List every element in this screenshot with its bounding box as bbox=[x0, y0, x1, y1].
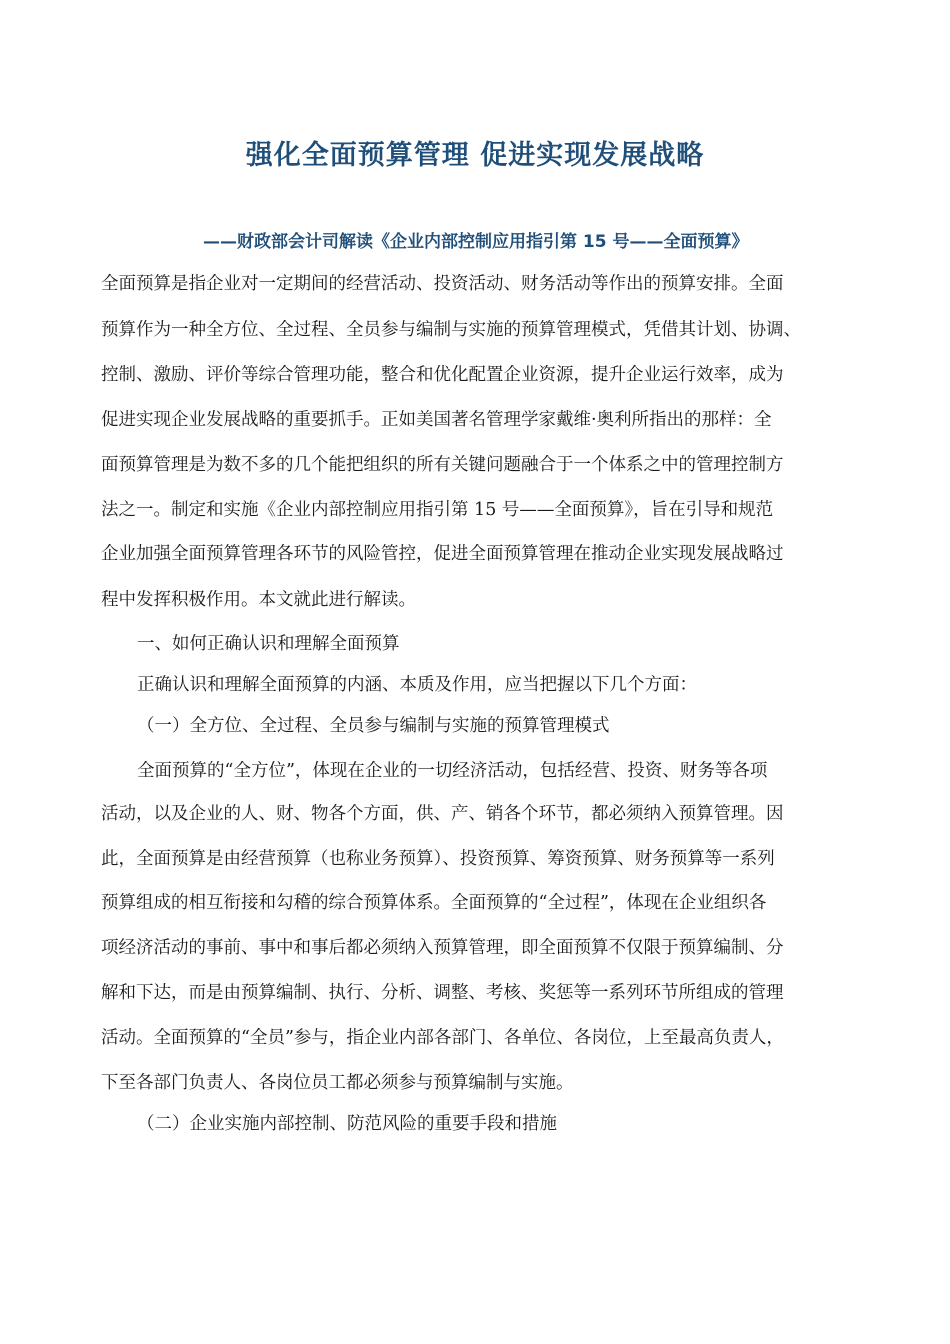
body-line: 全面预算的“全方位”，体现在企业的一切经济活动，包括经营、投资、财务等各项 bbox=[137, 761, 768, 781]
section-heading: 一、如何正确认识和理解全面预算 bbox=[137, 634, 400, 654]
body-line: 法之一。制定和实施《企业内部控制应用指引第 15 号——全面预算》，旨在引导和规范 bbox=[101, 500, 774, 520]
body-line: 预算组成的相互衔接和勾稽的综合预算体系。全面预算的“全过程”，体现在企业组织各 bbox=[101, 893, 767, 913]
body-line: 全面预算是指企业对一定期间的经营活动、投资活动、财务活动等作出的预算安排。全面 bbox=[101, 274, 784, 294]
body-line: 促进实现企业发展战略的重要抓手。正如美国著名管理学家戴维·奥利所指出的那样：全 bbox=[101, 410, 772, 430]
body-line: 解和下达，而是由预算编制、执行、分析、调整、考核、奖惩等一系列环节所组成的管理 bbox=[101, 983, 784, 1003]
body-line: 正确认识和理解全面预算的内涵、本质及作用，应当把握以下几个方面： bbox=[137, 675, 697, 695]
body-line: 预算作为一种全方位、全过程、全员参与编制与实施的预算管理模式，凭借其计划、协调、 bbox=[101, 320, 801, 340]
document-title: 强化全面预算管理 促进实现发展战略 bbox=[245, 140, 705, 171]
body-line: 项经济活动的事前、事中和事后都必须纳入预算管理，即全面预算不仅限于预算编制、分 bbox=[101, 938, 784, 958]
body-line: 下至各部门负责人、各岗位员工都必须参与预算编制与实施。 bbox=[101, 1073, 574, 1093]
body-line: 活动，以及企业的人、财、物各个方面，供、产、销各个环节，都必须纳入预算管理。因 bbox=[101, 804, 784, 824]
body-line: 控制、激励、评价等综合管理功能，整合和优化配置企业资源，提升企业运行效率，成为 bbox=[101, 365, 784, 385]
document-subtitle: ——财政部会计司解读《企业内部控制应用指引第 15 号——全面预算》 bbox=[203, 232, 749, 252]
body-line: 程中发挥积极作用。本文就此进行解读。 bbox=[101, 590, 416, 610]
body-line: 活动。全面预算的“全员”参与，指企业内部各部门、各单位、各岗位，上至最高负责人， bbox=[101, 1028, 784, 1048]
subsection-heading: （二）企业实施内部控制、防范风险的重要手段和措施 bbox=[137, 1114, 557, 1134]
body-line: 此，全面预算是由经营预算（也称业务预算）、投资预算、筹资预算、财务预算等一系列 bbox=[101, 849, 775, 869]
body-line: 面预算管理是为数不多的几个能把组织的所有关键问题融合于一个体系之中的管理控制方 bbox=[101, 455, 784, 475]
body-line: 企业加强全面预算管理各环节的风险管控，促进全面预算管理在推动企业实现发展战略过 bbox=[101, 544, 784, 564]
subsection-heading: （一）全方位、全过程、全员参与编制与实施的预算管理模式 bbox=[137, 716, 610, 736]
